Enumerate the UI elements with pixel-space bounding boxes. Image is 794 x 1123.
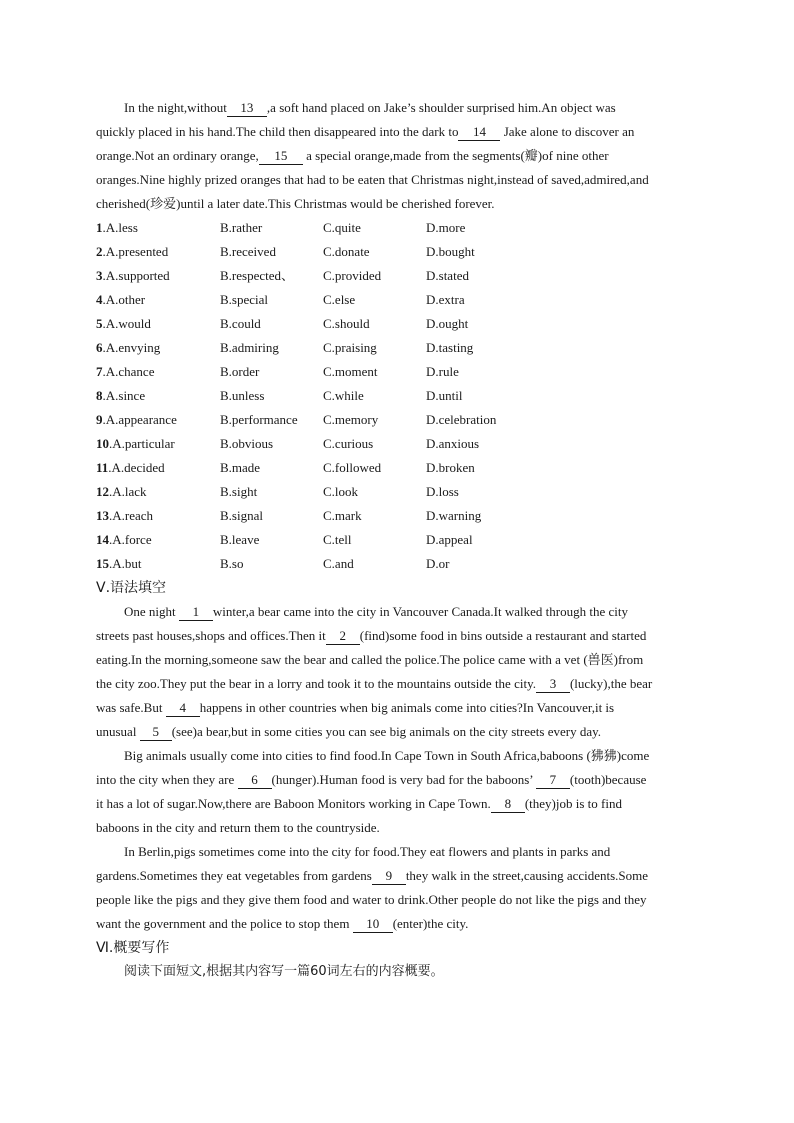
passage-line: oranges.Nine highly prized oranges that had to be eaten that Christmas night,instead of saved,admired,and [96,172,649,187]
option-a: .A.reach [109,508,154,523]
text: was safe.But [96,700,166,715]
option-b: B.admiring [220,340,279,355]
text: (find)some food in bins outside a restaurant and started [359,628,647,643]
text: ,a soft hand placed on Jake’s shoulder surprised him.An object was [266,100,616,115]
text: (hunger).Human food is very bad for the baboons’ [271,772,536,787]
option-c: C.moment [323,364,378,379]
option-b: B.performance [220,412,298,427]
option-row [96,480,616,504]
option-d: D.stated [426,268,469,283]
section-title-grammar: Ⅴ.语法填空 [96,580,167,596]
blank-14: 14 [458,123,500,141]
option-c: C.should [323,316,370,331]
text: In the night,without [124,100,227,115]
question-number: 14 [96,532,109,547]
option-a: .A.since [102,388,146,403]
option-row [96,288,616,312]
passage-line: baboons in the city and return them to the countryside. [96,820,380,835]
option-b: B.leave [220,532,260,547]
option-c: C.quite [323,220,361,235]
option-b: B.sight [220,484,258,499]
option-c: C.while [323,388,364,403]
option-b: B.special [220,292,269,307]
option-a: .A.envying [102,340,161,355]
passage-line [96,792,702,816]
blank-5: 5 [140,723,172,741]
text: want the government and the police to stop them [96,916,353,931]
passage-line [96,720,702,744]
option-a: .A.chance [102,364,155,379]
option-c: C.memory [323,412,379,427]
question-number: 7 [96,364,103,379]
option-d: D.anxious [426,436,480,451]
options-list [96,216,616,576]
passage-line [96,696,702,720]
option-row [96,456,616,480]
option-c: C.donate [323,244,370,259]
option-d: D.broken [426,460,475,475]
option-row [96,432,616,456]
question-number: 13 [96,508,109,523]
text: quickly placed in his hand.The child then disappeared into the dark to [96,124,459,139]
blank-4: 4 [166,699,200,717]
option-row [96,528,616,552]
passage-line: eating.In the morning,someone saw the bear and called the police.The police came with a vet (兽医)from [96,652,644,667]
option-c: C.curious [323,436,374,451]
question-number: 10 [96,436,109,451]
option-a: .A.particular [109,436,175,451]
passage-line: people like the pigs and they give them food and water to drink.Other people do not like the pigs and they [96,892,647,907]
text: it has a lot of sugar.Now,there are Baboon Monitors working in Cape Town. [96,796,491,811]
blank-15: 15 [259,147,303,165]
option-d: D.warning [426,508,482,523]
option-b: B.so [220,556,244,571]
option-d: D.appeal [426,532,473,547]
option-a: .A.would [102,316,151,331]
text: (see)a bear,but in some cities you can see big animals on the city streets every day. [171,724,601,739]
question-number: 11 [96,460,109,475]
passage-line [96,864,702,888]
text: Jake alone to discover an [500,124,635,139]
option-a: .A.presented [102,244,169,259]
option-a: .A.supported [102,268,170,283]
passage-line [96,600,702,624]
option-b: B.received [220,244,276,259]
option-b: B.order [220,364,260,379]
text: happens in other countries when big animals come into cities?In Vancouver,it is [199,700,615,715]
text: (they)job is to find [524,796,622,811]
passage-line: Big animals usually come into cities to find food.In Cape Town in South Africa,baboons (狒狒)come [124,748,650,763]
question-number: 1 [96,220,103,235]
summary-instruction: 阅读下面短文,根据其内容写一篇60词左右的内容概要。 [124,964,444,979]
passage-line [96,912,702,936]
question-number: 5 [96,316,103,331]
option-a: .A.force [109,532,152,547]
option-a: .A.decided [108,460,165,475]
blank-10: 10 [353,915,393,933]
option-d: D.more [426,220,466,235]
option-row [96,216,616,240]
option-a: .A.lack [109,484,147,499]
option-d: D.ought [426,316,469,331]
text: a special orange,made from the segments(瓣)of nine other [302,148,609,163]
option-b: B.signal [220,508,263,523]
question-number: 12 [96,484,109,499]
blank-7: 7 [536,771,570,789]
text: they walk in the street,causing accidents.Some [405,868,649,883]
passage-line [96,120,702,144]
option-d: D.celebration [426,412,497,427]
option-b: B.obvious [220,436,274,451]
text: unusual [96,724,140,739]
option-d: D.extra [426,292,465,307]
option-c: C.provided [323,268,382,283]
option-row [96,312,616,336]
blank-13: 13 [227,99,267,117]
option-d: D.rule [426,364,459,379]
passage-line: In Berlin,pigs sometimes come into the city for food.They eat flowers and plants in parks and [124,844,611,859]
blank-2: 2 [326,627,360,645]
option-c: C.followed [323,460,382,475]
question-number: 9 [96,412,103,427]
option-c: C.else [323,292,356,307]
option-b: B.could [220,316,261,331]
question-number: 3 [96,268,103,283]
option-d: D.bought [426,244,475,259]
passage-line [96,96,702,120]
passage-line [96,672,702,696]
option-b: B.made [220,460,261,475]
option-a: .A.other [102,292,146,307]
option-b: B.unless [220,388,265,403]
text: into the city when they are [96,772,238,787]
blank-3: 3 [536,675,570,693]
question-number: 2 [96,244,103,259]
text: winter,a bear came into the city in Vancouver Canada.It walked through the city [212,604,628,619]
text: orange.Not an ordinary orange, [96,148,259,163]
text: (enter)the city. [392,916,469,931]
option-row [96,264,616,288]
passage-line [96,768,702,792]
option-d: D.loss [426,484,459,499]
grammar-passage [96,600,702,936]
question-number: 4 [96,292,103,307]
text: (tooth)because [569,772,647,787]
question-number: 8 [96,388,103,403]
option-a: .A.appearance [102,412,177,427]
option-c: C.praising [323,340,377,355]
option-row [96,552,616,576]
blank-8: 8 [491,795,525,813]
text: (lucky),the bear [569,676,653,691]
option-b: B.rather [220,220,263,235]
question-number: 15 [96,556,109,571]
option-c: C.look [323,484,359,499]
option-b: B.respected、 [220,268,295,283]
option-c: C.tell [323,532,352,547]
option-d: D.until [426,388,463,403]
option-c: C.and [323,556,354,571]
option-a: .A.but [109,556,142,571]
blank-9: 9 [372,867,406,885]
option-row [96,360,616,384]
passage-ending [96,96,702,216]
option-row [96,504,616,528]
blank-6: 6 [238,771,272,789]
question-number: 6 [96,340,103,355]
option-c: C.mark [323,508,362,523]
text: the city zoo.They put the bear in a lorry and took it to the mountains outside the city. [96,676,536,691]
option-row [96,408,616,432]
option-d: D.or [426,556,450,571]
option-row [96,384,616,408]
text: One night [124,604,179,619]
passage-line [96,624,702,648]
option-row [96,240,616,264]
option-row [96,336,616,360]
option-d: D.tasting [426,340,474,355]
passage-line [96,144,702,168]
passage-line: cherished(珍爱)until a later date.This Christmas would be cherished forever. [96,196,495,211]
blank-1: 1 [179,603,213,621]
section-title-summary: Ⅵ.概要写作 [96,940,170,956]
text: streets past houses,shops and offices.Then it [96,628,326,643]
text: gardens.Sometimes they eat vegetables from gardens [96,868,372,883]
option-a: .A.less [102,220,138,235]
